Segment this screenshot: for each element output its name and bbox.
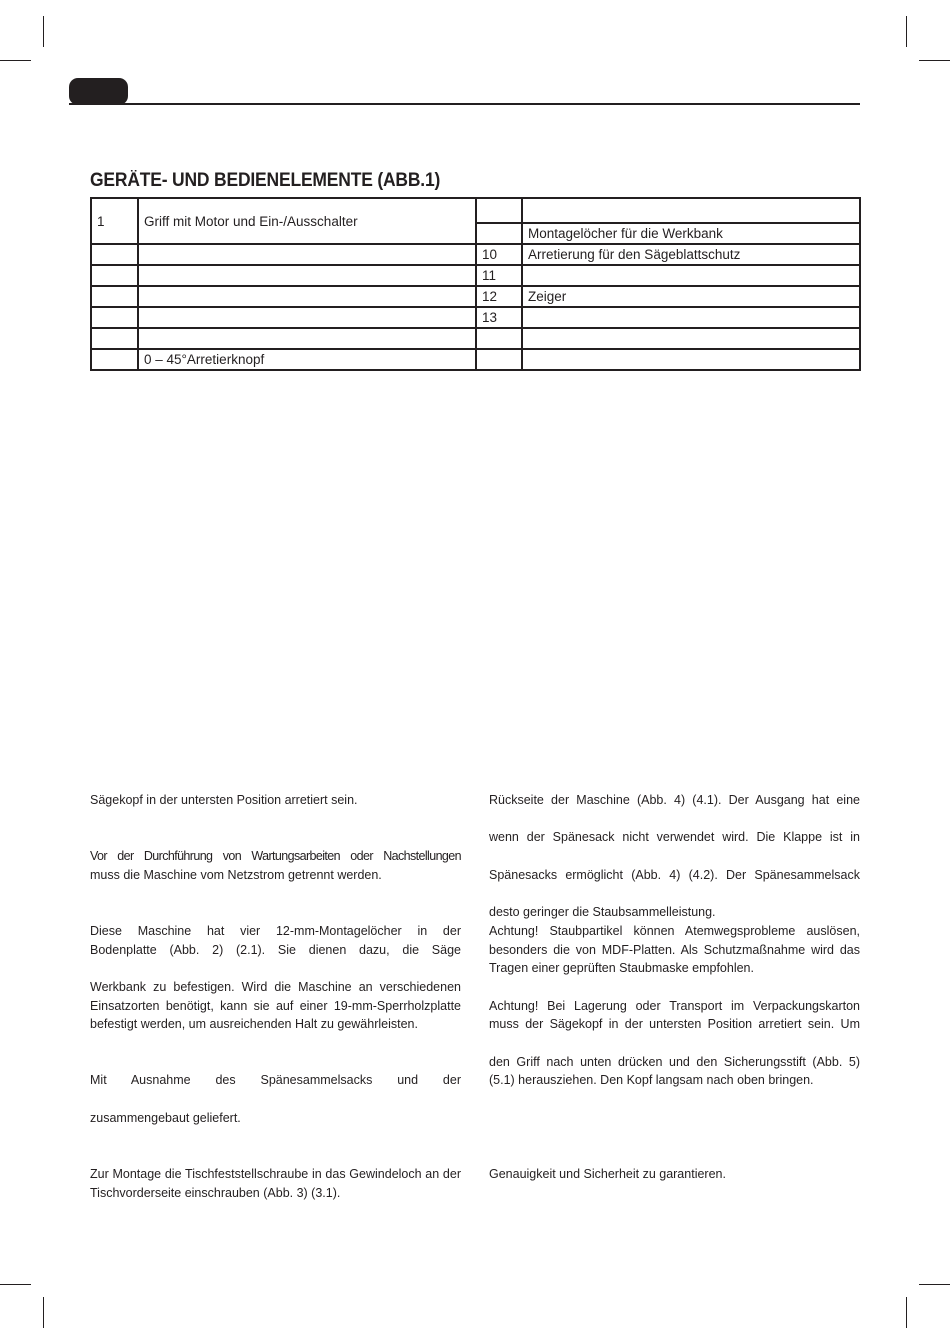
paragraph: desto geringer die Staubsammelleistung.: [489, 905, 716, 920]
paragraph: wenn der Spänesack nicht verwendet wird. Die Klappe ist in: [489, 830, 860, 845]
table-row: [91, 349, 860, 370]
part-number: 1: [91, 198, 138, 244]
paragraph: Achtung! Bei Lagerung oder Transport im Verpackungskarton muss der Sägekopf in der untersten Position arretiert sein. Um: [489, 998, 860, 1032]
part-number: [476, 223, 522, 244]
part-name: [138, 265, 476, 286]
paragraph: den Griff nach unten drücken und den Sicherungsstift (Abb. 5) (5.1) herausziehen. Den Kopf langsam nach oben bringen.: [489, 1054, 860, 1088]
paragraph-line: Diese Maschine hat vier 12-mm-Montagelöcher in der: [90, 923, 461, 938]
table-row: [91, 198, 860, 223]
part-name: [522, 307, 860, 328]
header-rule: [69, 103, 860, 105]
part-number: [476, 198, 522, 223]
paragraph: zusammengebaut geliefert.: [90, 1110, 241, 1125]
paragraph: Werkbank zu befestigen. Wird die Maschine an verschiedenen Einsatzorten benötigt, kann sie auf einer 19-mm-Sperrholzplatte befestigt werden, um ausreichenden Halt zu gewährleisten.: [90, 979, 461, 1032]
part-name: [138, 286, 476, 307]
part-number: 13: [476, 307, 522, 328]
language-tab: [69, 78, 128, 105]
part-name: [522, 349, 860, 370]
crop-mark-top-left-horizontal: [0, 60, 31, 61]
paragraph: Achtung! Staubpartikel können Atemwegsprobleme auslösen, besonders die von MDF-Platten. Als Schutzmaßnahme wird das Tragen einer geprüften Staubmaske empfohlen.: [489, 923, 860, 976]
part-number: [476, 349, 522, 370]
part-number: [91, 265, 138, 286]
paragraph: Rückseite der Maschine (Abb. 4) (4.1). Der Ausgang hat eine: [489, 793, 860, 807]
part-number: [476, 328, 522, 349]
crop-mark-bottom-left-horizontal: [0, 1284, 31, 1285]
paragraph: [90, 847, 461, 884]
table-row: [91, 286, 860, 307]
parts-table: [90, 197, 861, 371]
paragraph: Zur Montage die Tischfeststellschraube in das Gewindeloch an der Tischvorderseite einschrauben (Abb. 3) (3.1).: [90, 1166, 461, 1200]
part-number: 12: [476, 286, 522, 307]
paragraph-line: Bodenplatte (Abb. 2) (2.1). Sie dienen dazu, die Säge: [90, 942, 461, 957]
left-text-column: [90, 791, 461, 1202]
part-number: 10: [476, 244, 522, 265]
crop-mark-top-right-horizontal: [919, 60, 950, 61]
part-name: [522, 328, 860, 349]
paragraph: Sägekopf in der untersten Position arretiert sein.: [90, 793, 358, 807]
part-number: [91, 307, 138, 328]
paragraph-line: Vor der Durchführung von Wartungsarbeiten oder Nachstellungen: [90, 849, 461, 864]
part-name: Griff mit Motor und Ein-/Ausschalter: [138, 198, 476, 244]
crop-mark-bottom-left-vertical: [43, 1297, 44, 1328]
part-name: [138, 244, 476, 265]
part-number: [91, 244, 138, 265]
part-name: [138, 307, 476, 328]
part-number: [91, 286, 138, 307]
table-row: [91, 265, 860, 286]
section-title: GERÄTE- UND BEDIENELEMENTE (ABB.1): [90, 170, 441, 191]
right-text-column: [489, 791, 860, 1184]
table-row: [91, 328, 860, 349]
part-name: [522, 198, 860, 223]
crop-mark-bottom-right-horizontal: [919, 1284, 950, 1285]
part-number: 11: [476, 265, 522, 286]
part-name: [138, 328, 476, 349]
part-number: [91, 349, 138, 370]
part-number: [91, 328, 138, 349]
table-row: [91, 244, 860, 265]
part-name: [522, 265, 860, 286]
crop-mark-top-left-vertical: [43, 16, 44, 47]
part-name: Montagelöcher für die Werkbank: [522, 223, 860, 244]
crop-mark-bottom-right-vertical: [906, 1297, 907, 1328]
part-name: Arretierung für den Sägeblattschutz: [522, 244, 860, 265]
paragraph-line: muss die Maschine vom Netzstrom getrennt werden.: [90, 867, 382, 882]
paragraph: [90, 922, 461, 959]
table-row: [91, 307, 860, 328]
part-name: Zeiger: [522, 286, 860, 307]
paragraph: Spänesacks ermöglicht (Abb. 4) (4.2). Der Spänesammelsack: [489, 867, 860, 882]
part-name: 0 – 45°Arretierknopf: [138, 349, 476, 370]
paragraph: Mit Ausnahme des Spänesammelsacks und der: [90, 1073, 461, 1088]
paragraph: Genauigkeit und Sicherheit zu garantieren.: [489, 1166, 726, 1181]
crop-mark-top-right-vertical: [906, 16, 907, 47]
